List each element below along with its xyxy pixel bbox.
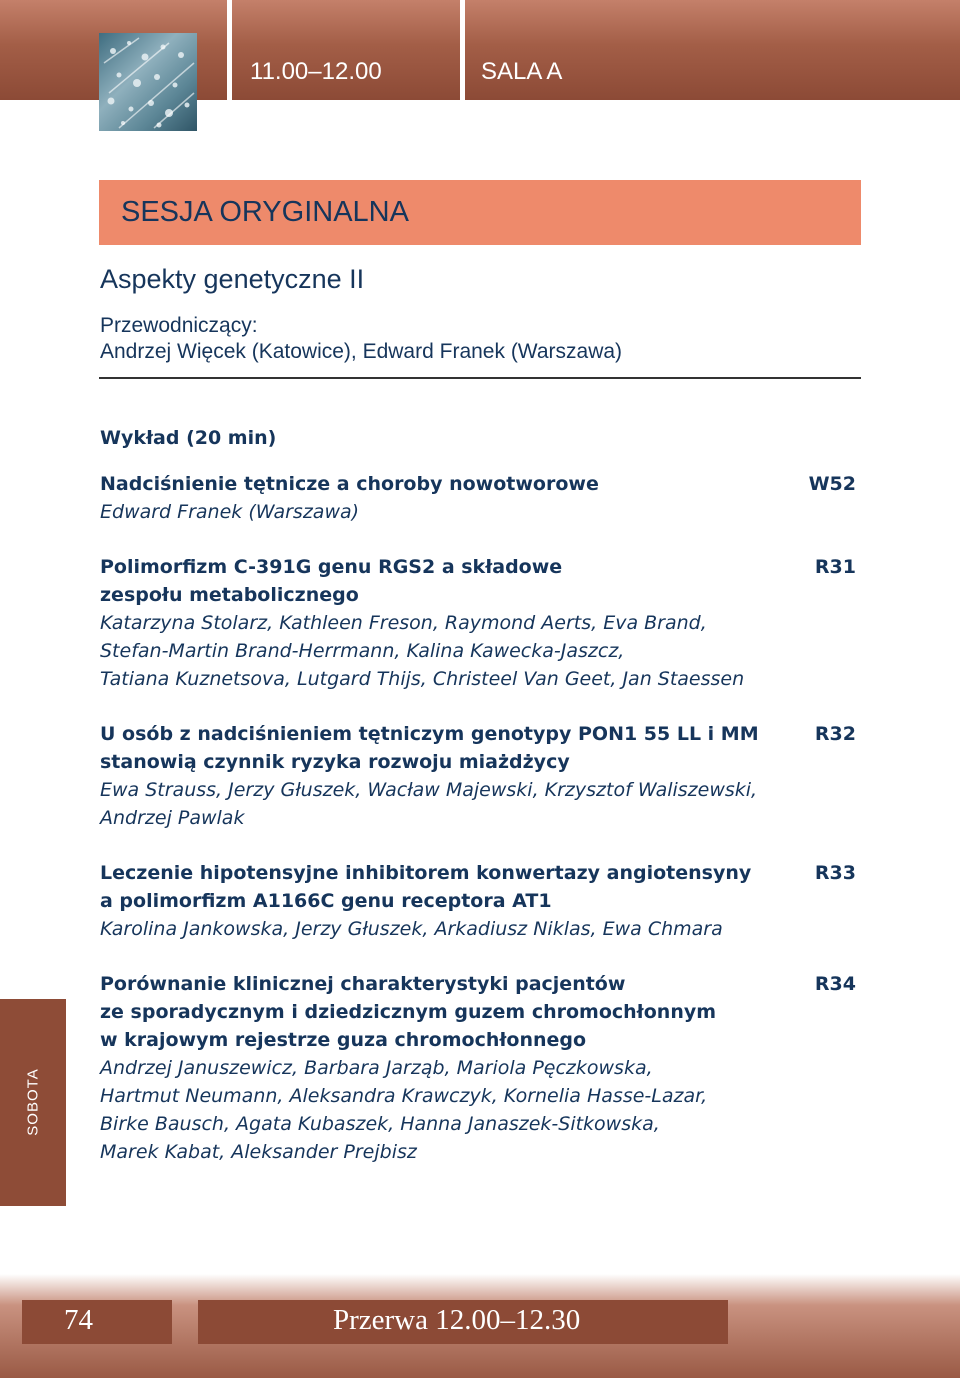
divider xyxy=(99,377,861,379)
session-type-label: SESJA ORYGINALNA xyxy=(121,196,409,228)
talk-item xyxy=(100,859,860,943)
session-room: SALA A xyxy=(481,58,563,85)
talk-authors: Andrzej Januszewicz, Barbara Jarząb, Mariola Pęczkowska, Hartmut Neumann, Aleksandra Krawczyk, Kornelia Hasse-Lazar, Birke Bausch, Agata Kubaszek, Hanna Janaszek-Sitkowska, Marek Kabat, Aleksander Prejbisz xyxy=(100,1057,708,1163)
talk-item xyxy=(100,470,860,526)
talk-code: R34 xyxy=(814,973,856,995)
talk-title: Porównanie klinicznej charakterystyki pacjentów ze sporadycznym i dziedzicznym guzem chromochłonnym w krajowym rejestrze guza chromochłonnego xyxy=(100,973,717,1051)
talk-title: Polimorfizm C-391G genu RGS2 a składowe zespołu metabolicznego xyxy=(100,556,563,606)
talk-code: W52 xyxy=(808,473,856,495)
logo-tile-image xyxy=(99,33,197,131)
footer-page-box xyxy=(22,1300,172,1344)
session-title: Aspekty genetyczne II xyxy=(100,264,365,294)
talk-item xyxy=(100,553,860,693)
talk-authors: Karolina Jankowska, Jerzy Głuszek, Arkadiusz Niklas, Ewa Chmara xyxy=(100,918,723,940)
session-time: 11.00–12.00 xyxy=(250,58,382,85)
header-separator xyxy=(460,0,465,100)
chairs-names: Andrzej Więcek (Katowice), Edward Franek (Warszawa) xyxy=(100,340,623,363)
talk-authors: Ewa Strauss, Jerzy Głuszek, Wacław Majewski, Krzysztof Waliszewski, Andrzej Pawlak xyxy=(100,779,758,829)
chairs-label: Przewodniczący: xyxy=(100,314,258,337)
break-label: Przerwa 12.00–12.30 xyxy=(333,1304,581,1336)
talk-code: R33 xyxy=(814,862,856,884)
talk-title: Nadciśnienie tętnicze a choroby nowotworowe xyxy=(100,473,599,495)
lecture-label: Wykład (20 min) xyxy=(100,427,277,449)
header-separator xyxy=(227,0,232,100)
talk-item xyxy=(100,720,860,832)
day-side-tab xyxy=(0,999,66,1206)
talk-code: R31 xyxy=(814,556,856,578)
talk-title: U osób z nadciśnieniem tętniczym genotypy PON1 55 LL i MM stanowią czynnik ryzyka rozwoju miażdżycy xyxy=(100,723,759,773)
talk-authors: Katarzyna Stolarz, Kathleen Freson, Raymond Aerts, Eva Brand, Stefan-Martin Brand-Herrmann, Kalina Kawecka-Jaszcz, Tatiana Kuznetsova, Lutgard Thijs, Christeel Van Geet, Jan Staessen xyxy=(100,612,745,690)
talk-item xyxy=(100,970,860,1166)
talk-title: Leczenie hipotensyjne inhibitorem konwertazy angiotensyny a polimorfizm A1166C genu receptora AT1 xyxy=(100,862,752,912)
day-label: SOBOTA xyxy=(24,1068,42,1136)
talk-authors: Edward Franek (Warszawa) xyxy=(100,501,360,523)
session-type-banner xyxy=(99,180,861,245)
logo-pattern-icon xyxy=(99,33,197,131)
page-number: 74 xyxy=(64,1304,93,1336)
talk-code: R32 xyxy=(814,723,856,745)
